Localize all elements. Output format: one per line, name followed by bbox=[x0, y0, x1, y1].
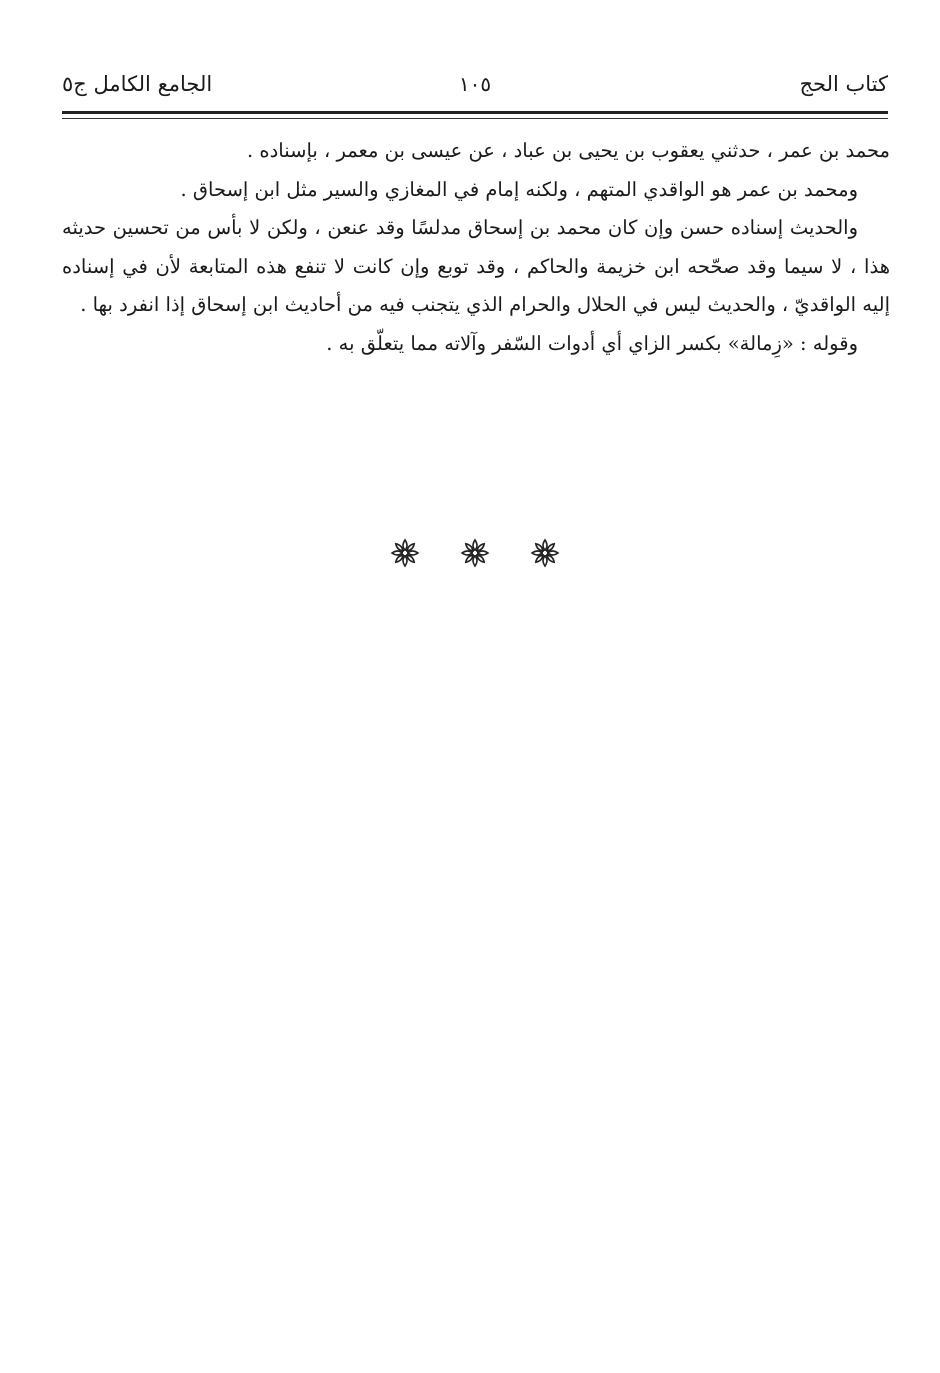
page-number: ١٠٥ bbox=[458, 72, 492, 96]
floral-ornament-icon bbox=[460, 538, 490, 568]
header-rule-thick bbox=[62, 111, 888, 114]
main-text bbox=[62, 132, 890, 363]
running-head bbox=[62, 66, 888, 102]
floral-ornament-icon bbox=[390, 538, 420, 568]
floral-ornament-icon bbox=[530, 538, 560, 568]
paragraph-1: محمد بن عمر ، حدثني يعقوب بن يحيى بن عباد ، عن عيسى بن معمر ، بإسناده . bbox=[247, 139, 890, 162]
book-title: الجامع الكامل ج٥ bbox=[62, 72, 213, 96]
paragraph-3: والحديث إسناده حسن وإن كان محمد بن إسحاق مدلسًا وقد عنعن ، ولكن لا بأس من تحسين حديثه هذا ، لا سيما وقد صحّحه ابن خزيمة والحاكم ، وقد توبع وإن كانت لا تنفع هذه المتابعة لأن في إسناده إليه الواقديّ ، والحديث ليس في الحلال والحرام الذي يتجنب فيه من أحاديث ابن إسحاق إذا انفرد بها . bbox=[62, 216, 890, 316]
paragraph-4: وقوله : «زِمالة» بكسر الزاي أي أدوات السّفر وآلاته مما يتعلّق به . bbox=[326, 331, 858, 355]
header-rule-thin bbox=[62, 118, 888, 119]
paragraph-2: ومحمد بن عمر هو الواقدي المتهم ، ولكنه إمام في المغازي والسير مثل ابن إسحاق . bbox=[180, 177, 858, 201]
chapter-title: كتاب الحج bbox=[799, 72, 888, 96]
section-divider bbox=[390, 536, 560, 570]
